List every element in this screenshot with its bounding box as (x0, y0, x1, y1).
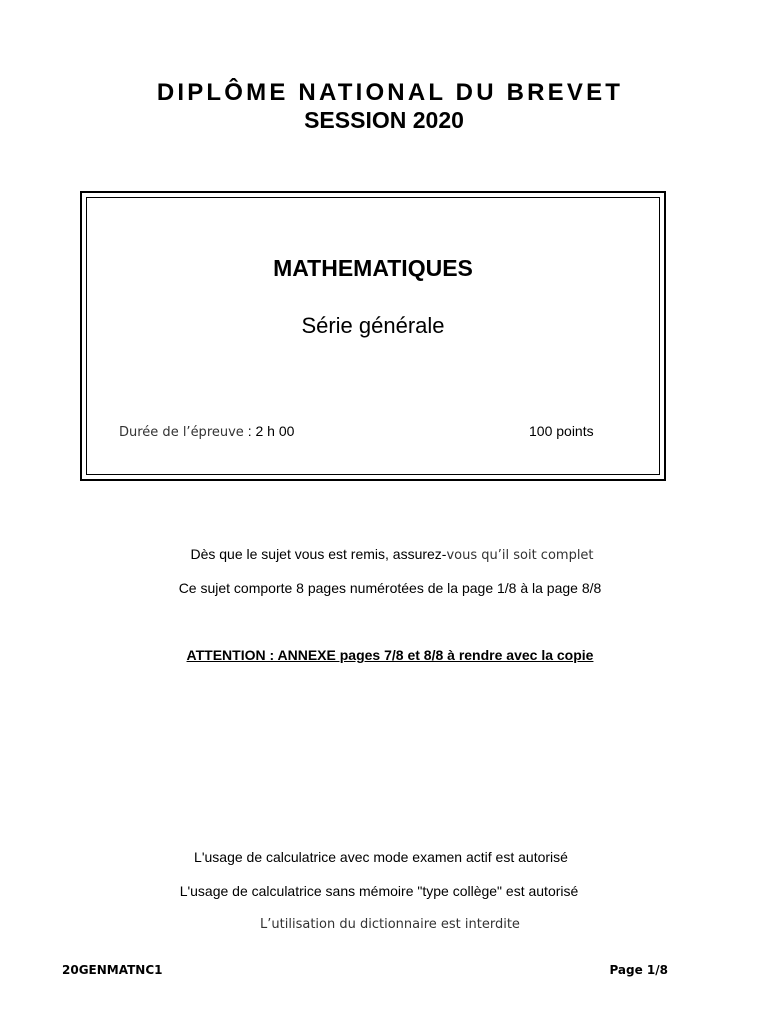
completeness-notice-end: vous qu’il soit complet (446, 548, 594, 563)
subject-box (80, 191, 666, 481)
page-number: Page 1/8 (609, 963, 668, 977)
duration-value: : 2 h 00 (243, 423, 295, 439)
annex-warning: ATTENTION : ANNEXE pages 7/8 et 8/8 à rendre avec la copie (186, 647, 594, 663)
calculator-no-memory-rule: L'usage de calculatrice sans mémoire "type collège" est autorisé (179, 883, 579, 899)
calculator-exam-mode-rule: L'usage de calculatrice avec mode examen actif est autorisé (194, 849, 568, 865)
exam-session: SESSION 2020 (304, 107, 464, 133)
completeness-notice-start: Dès que le sujet vous est remis, assurez- (190, 546, 447, 562)
completeness-notice (8, 546, 768, 563)
duration-label: Durée de l’épreuve (119, 425, 244, 440)
subject-code: 20GENMATNC1 (62, 963, 163, 977)
page-count-notice: Ce sujet comporte 8 pages numérotées de la page 1/8 à la page 8/8 (178, 580, 602, 596)
total-points: 100 points (529, 423, 594, 439)
duration (119, 423, 294, 440)
subject-title: MATHEMATIQUES (273, 255, 473, 281)
subject-box-inner (86, 197, 660, 475)
exam-title: DIPLÔME NATIONAL DU BREVET (156, 79, 624, 106)
dictionary-rule: L’utilisation du dictionnaire est interdite (260, 917, 520, 932)
series-label: Série générale (301, 313, 445, 338)
